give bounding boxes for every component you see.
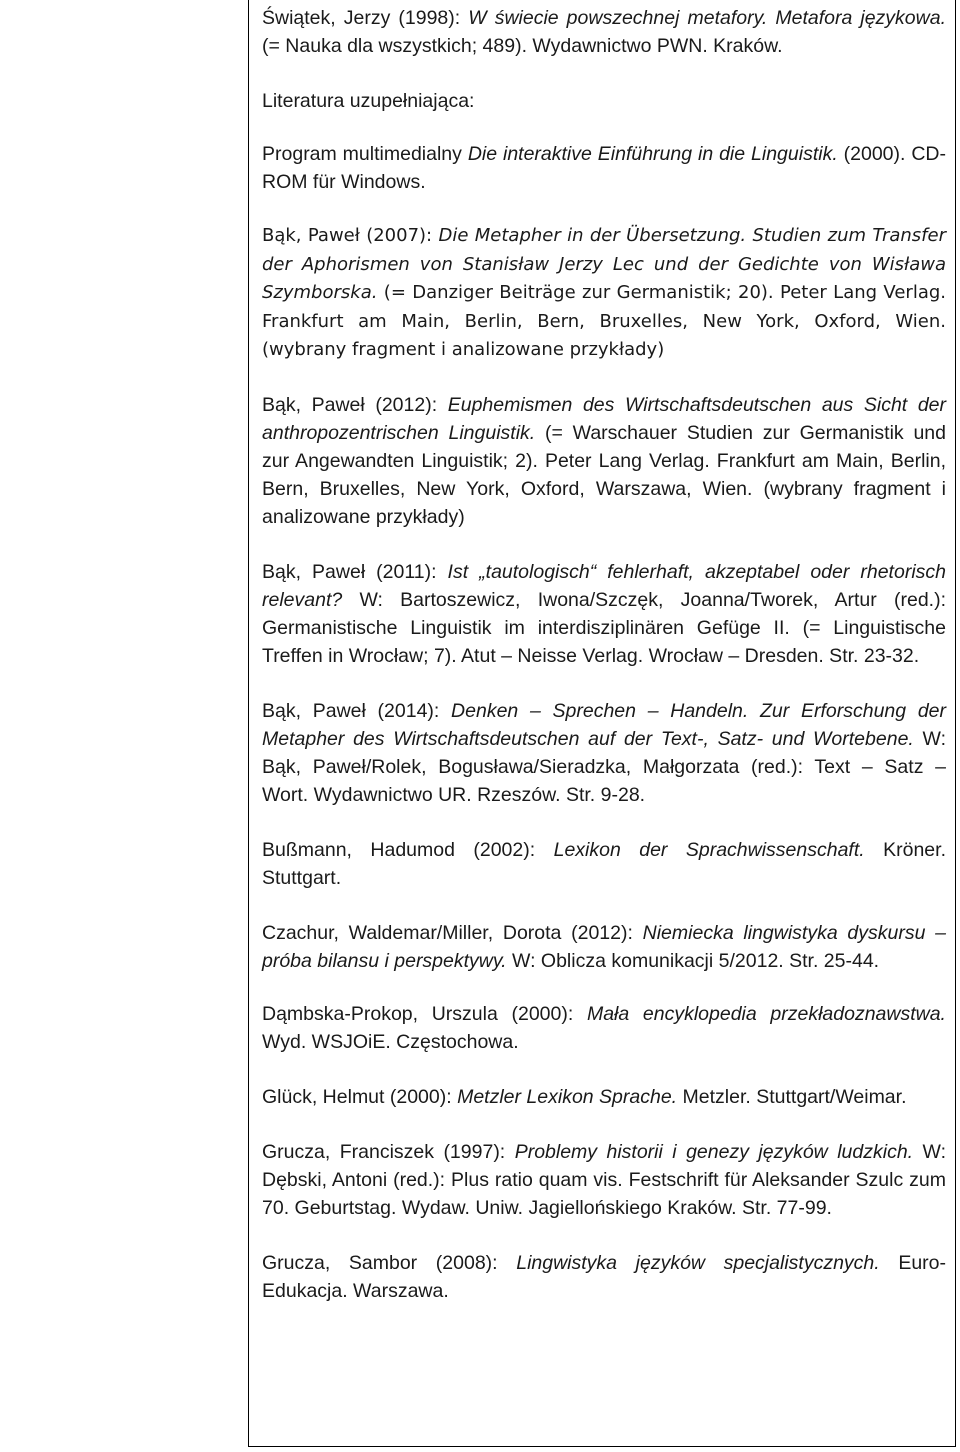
entry-title: Niemiecka lingwistyka dyskursu – próba bilansu i perspektywy.: [262, 921, 946, 972]
entry-text: W: Bartoszewicz, Iwona/Szczęk, Joanna/Tworek, Artur (red.): Germanistische Linguistik im interdisziplinären Gefüge II. (= Linguistische Treffen in Wrocław; 7). Atut – Neisse Verlag. Wrocław – Dresden. Str. 23-32.: [262, 588, 946, 667]
entry-text: Dąmbska-Prokop, Urszula (2000):: [262, 1002, 587, 1025]
bibliography-entry: [262, 697, 946, 809]
entry-text: W: Bąk, Paweł/Rolek, Bogusława/Sieradzka, Małgorzata (red.): Text – Satz – Wort. Wydawnictwo UR. Rzeszów. Str. 9-28.: [262, 727, 946, 806]
entry-spacer: [262, 531, 946, 558]
entry-text: Świątek, Jerzy (1998):: [262, 7, 469, 29]
entry-title: Problemy historii i genezy języków ludzkich.: [514, 1140, 914, 1163]
entry-spacer: [262, 1056, 946, 1083]
entry-title: Denken – Sprechen – Handeln. Zur Erforschung der Metapher des Wirtschaftsdeutschen auf der Text-, Satz- und Wortebene.: [262, 699, 946, 750]
bibliography-entry: [262, 1000, 946, 1056]
entry-text: Czachur, Waldemar/Miller, Dorota (2012):: [262, 921, 643, 944]
bibliography-entry: [262, 222, 946, 365]
entry-title: Ist „tautologisch“ fehlerhaft, akzeptabel oder rhetorisch relevant?: [262, 560, 946, 611]
entry-text: Bąk, Paweł (2014):: [262, 699, 452, 722]
entry-spacer: [262, 975, 946, 1000]
bibliography-entry: [262, 836, 946, 892]
entry-title: Lexikon der Sprachwissenschaft.: [553, 838, 865, 861]
entry-text: Euro-Edukacja. Warszawa.: [262, 1251, 946, 1302]
entry-text: Program multimedialny: [262, 143, 468, 165]
entry-text: (= Warschauer Studien zur Germanistik und zur Angewandten Linguistik; 2). Peter Lang Verlag. Frankfurt am Main, Berlin, Bern, Bruxelles, New York, Oxford, Warszawa, Wien. (wybrany fragment i analizowane przykłady): [262, 421, 946, 528]
entry-text: Grucza, Sambor (2008):: [262, 1251, 517, 1274]
entry-text: (= Danziger Beiträge zur Germanistik; 20). Peter Lang Verlag. Frankfurt am Main, Berlin, Bern, Bruxelles, New York, Oxford, Wien. (wybrany fragment i analizowane przykłady): [262, 282, 946, 360]
bibliography-entry: [262, 4, 946, 60]
entry-text: Bąk, Paweł (2011):: [262, 560, 448, 583]
entry-text: W: Dębski, Antoni (red.): Plus ratio quam vis. Festschrift für Aleksander Szulc zum 70. Geburtstag. Wydaw. Uniw. Jagiellońskiego Kraków. Str. 77-99.: [262, 1140, 946, 1219]
entry-spacer: [262, 1111, 946, 1138]
entry-title: Metzler Lexikon Sprache.: [457, 1085, 678, 1108]
bibliography-list: [262, 4, 946, 1305]
bibliography-entry: [262, 1138, 946, 1222]
entry-spacer: [262, 60, 946, 87]
bibliography-entry: [262, 919, 946, 975]
entry-text: Kröner. Stuttgart.: [262, 838, 946, 889]
entry-title: W świecie powszechnej metafory. Metafora językowa.: [468, 7, 946, 29]
bibliography-entry: [262, 1249, 946, 1305]
entry-title: Die Metapher in der Übersetzung. Studien zum Transfer der Aphorismen von Stanisław Jerzy Lec und der Gedichte von Wisława Szymborska.: [262, 225, 946, 303]
entry-title: Die interaktive Einführung in die Linguistik.: [467, 143, 838, 165]
entry-text: Bußmann, Hadumod (2002):: [262, 838, 554, 861]
entry-title: Euphemismen des Wirtschaftsdeutschen aus Sicht der anthropozentrischen Linguistik.: [262, 393, 947, 444]
bibliography-entry: [262, 140, 946, 196]
entry-text: Bąk, Paweł (2012):: [262, 393, 448, 416]
section-heading: Literatura uzupełniająca:: [262, 90, 475, 112]
entry-text: (2000). CD- ROM für Windows.: [262, 143, 946, 193]
entry-spacer: [262, 115, 946, 140]
entry-text: Grucza, Franciszek (1997):: [262, 1140, 515, 1163]
entry-text: W: Oblicza komunikacji 5/2012. Str. 25-44.: [506, 949, 880, 972]
entry-text: Bąk, Paweł (2007):: [262, 225, 439, 246]
entry-spacer: [262, 1222, 946, 1249]
entry-spacer: [262, 670, 946, 697]
entry-spacer: [262, 809, 946, 836]
entry-spacer: [262, 196, 946, 222]
bibliography-entry: [262, 1083, 946, 1111]
bibliography-entry: [262, 558, 946, 670]
entry-title: Lingwistyka języków specjalistycznych.: [516, 1251, 880, 1274]
entry-text: Glück, Helmut (2000):: [262, 1085, 458, 1108]
entry-spacer: [262, 892, 946, 919]
bibliography-entry: [262, 391, 946, 531]
entry-spacer: [262, 365, 946, 391]
entry-text: Metzler. Stuttgart/Weimar.: [677, 1085, 907, 1108]
entry-text: Wyd. WSJOiE. Częstochowa.: [262, 1030, 519, 1053]
entry-title: Mała encyklopedia przekładoznawstwa.: [586, 1002, 946, 1025]
entry-text: (= Nauka dla wszystkich; 489). Wydawnictwo PWN. Kraków.: [262, 35, 783, 57]
